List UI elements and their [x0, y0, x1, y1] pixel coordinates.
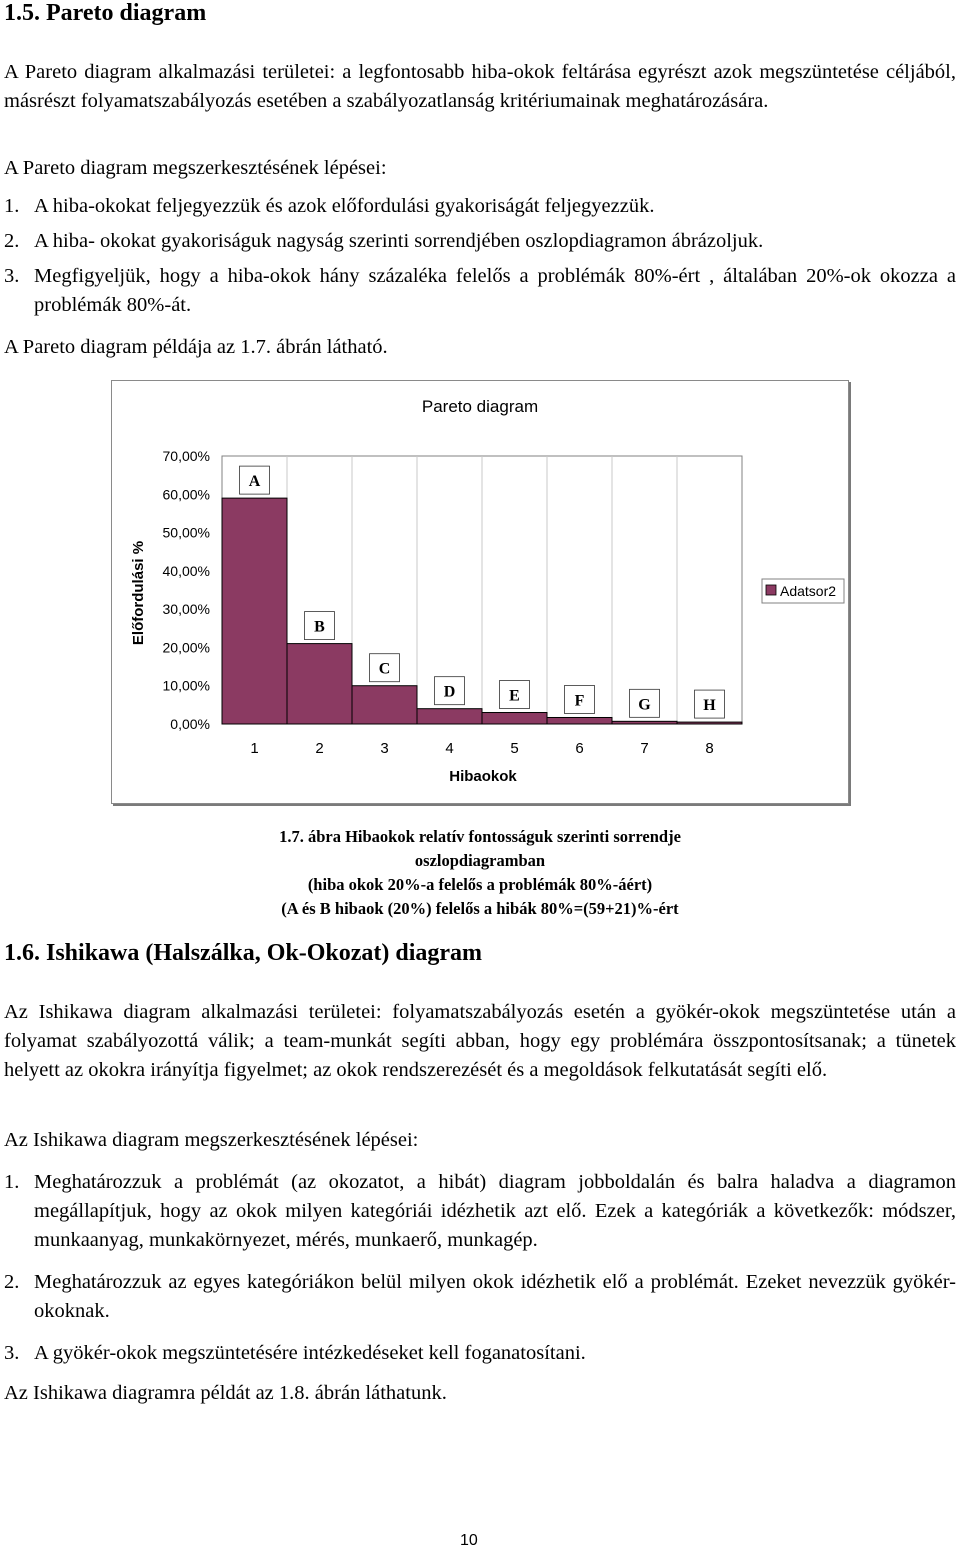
step-text: Megfigyeljük, hogy a hiba-okok hány százaléka felelős a problémák 80%-ért , általában 20%-ok okozza a problémák 80%-át. [34, 265, 956, 316]
step-number: 2. [4, 230, 20, 252]
y-axis-label: Előfordulási % [130, 540, 147, 646]
x-tick-label: 5 [510, 740, 519, 757]
y-tick-label: 30,00% [162, 601, 210, 618]
y-tick-label: 40,00% [162, 562, 210, 579]
pareto-chart-svg [112, 381, 848, 803]
pareto-chart [111, 380, 849, 804]
bar-label: B [314, 618, 325, 636]
caption-line-2: oszlopdiagramban [414, 851, 546, 870]
page-number: 10 [460, 1532, 478, 1549]
figure-caption [200, 825, 760, 921]
step-number: 2. [4, 1271, 20, 1293]
bar-F [547, 717, 612, 724]
step-text: Meghatározzuk a problémát (az okozatot, a hibát) diagram jobboldalán és balra haladva a diagramon megállapítjuk, hogy az okok milyen kategóriái idézhetik azt elő. Ezek a kategóriák a következők: módszer, munkaanyag, munkakörnyezet, mérés, munkaerő, munkagép. [34, 1171, 956, 1251]
step-number: 3. [4, 265, 20, 287]
pareto-intro-paragraph: A Pareto diagram alkalmazási területei: a legfontosabb hiba-okok feltárása egyrészt azok megszüntetése céljából, másrészt folyamatszabályozás esetében a szabályozatlanság kritériumainak meghatározására. [4, 61, 956, 112]
pareto-steps-title: A Pareto diagram megszerkesztésének lépései: [4, 157, 387, 179]
step-text: Meghatározzuk az egyes kategóriákon belül milyen okok idézhetik elő a problémát. Ezeket nevezzük gyökér-okoknak. [34, 1271, 956, 1322]
bar-H [677, 722, 742, 724]
y-tick-label: 70,00% [162, 448, 210, 464]
step-text: A gyökér-okok megszüntetésére intézkedéseket kell foganatosítani. [34, 1342, 586, 1364]
ishikawa-step-2 [4, 1268, 956, 1326]
x-tick-label: 8 [705, 740, 714, 757]
x-tick-label: 1 [250, 740, 259, 757]
bar-C [352, 686, 417, 724]
x-tick-label: 7 [640, 740, 649, 757]
bar-label: G [638, 696, 651, 714]
ishikawa-steps-title: Az Ishikawa diagram megszerkesztésének lépései: [4, 1129, 419, 1151]
bar-E [482, 713, 547, 724]
step-number: 1. [4, 1171, 20, 1193]
step-text: A hiba-okokat feljegyezzük és azok előfordulási gyakoriságát feljegyezzük. [34, 195, 655, 217]
step-number: 1. [4, 195, 20, 217]
bar-label: C [378, 660, 391, 678]
bar-G [612, 721, 677, 724]
x-axis-label: Hibaokok [449, 768, 517, 785]
pareto-example-reference: A Pareto diagram példája az 1.7. ábrán látható. [4, 336, 388, 358]
x-tick-labels [250, 740, 713, 757]
ishikawa-example-reference: Az Ishikawa diagramra példát az 1.8. ábrán láthatunk. [4, 1382, 447, 1404]
pareto-step-2 [4, 227, 956, 256]
ishikawa-step-3 [4, 1339, 956, 1368]
y-tick-label: 50,00% [162, 524, 210, 541]
x-tick-label: 2 [315, 740, 324, 757]
ishikawa-step-1 [4, 1168, 956, 1255]
bar-label: D [443, 683, 456, 701]
step-text: A hiba- okokat gyakoriságuk nagyság szerinti sorrendjében oszlopdiagramon ábrázoljuk. [34, 230, 764, 252]
caption-line-1: 1.7. ábra Hibaokok relatív fontosságuk szerinti sorrendje [279, 827, 681, 846]
caption-line-3: (hiba okok 20%-a felelős a problémák 80%-áért) [307, 875, 653, 894]
bar-label: A [248, 473, 261, 491]
legend-label: Adatsor2 [780, 583, 837, 599]
pareto-step-3 [4, 262, 956, 320]
bar-D [417, 709, 482, 724]
bar-A [222, 498, 287, 724]
section-heading-ishikawa: 1.6. Ishikawa (Halszálka, Ok-Okozat) diagram [4, 940, 483, 966]
section-heading-pareto: 1.5. Pareto diagram [4, 0, 207, 26]
x-tick-label: 3 [380, 740, 389, 757]
ishikawa-intro-paragraph: Az Ishikawa diagram alkalmazási területei: folyamatszabályozás esetén a gyökér-okok megszüntetése után a folyamat szabályozottá válik; a team-munkát segíti abban, hogy egy problémára összpontosítsanak; a tünetek helyett az okokra irányítja figyelmet; az okok rendszerezését és a megoldások felkutatását segíti elő. [4, 1001, 956, 1081]
bar-label: E [509, 687, 520, 705]
y-tick-labels [163, 448, 210, 732]
chart-title: Pareto diagram [421, 397, 539, 416]
step-number: 3. [4, 1342, 20, 1364]
legend-swatch [766, 585, 776, 595]
x-tick-label: 6 [575, 740, 584, 757]
caption-line-4: (A és B hibaok (20%) felelős a hibák 80%=(59+21)%-ért [281, 899, 679, 918]
x-tick-label: 4 [445, 740, 454, 757]
y-tick-label: 10,00% [162, 677, 210, 694]
y-tick-label: 20,00% [162, 639, 210, 656]
legend [762, 579, 844, 603]
y-tick-label: 0,00% [170, 716, 210, 732]
bar-B [287, 644, 352, 724]
bar-label: F [574, 692, 585, 710]
bar-label: H [703, 697, 716, 715]
y-tick-label: 60,00% [162, 486, 210, 503]
pareto-step-1 [4, 192, 956, 221]
